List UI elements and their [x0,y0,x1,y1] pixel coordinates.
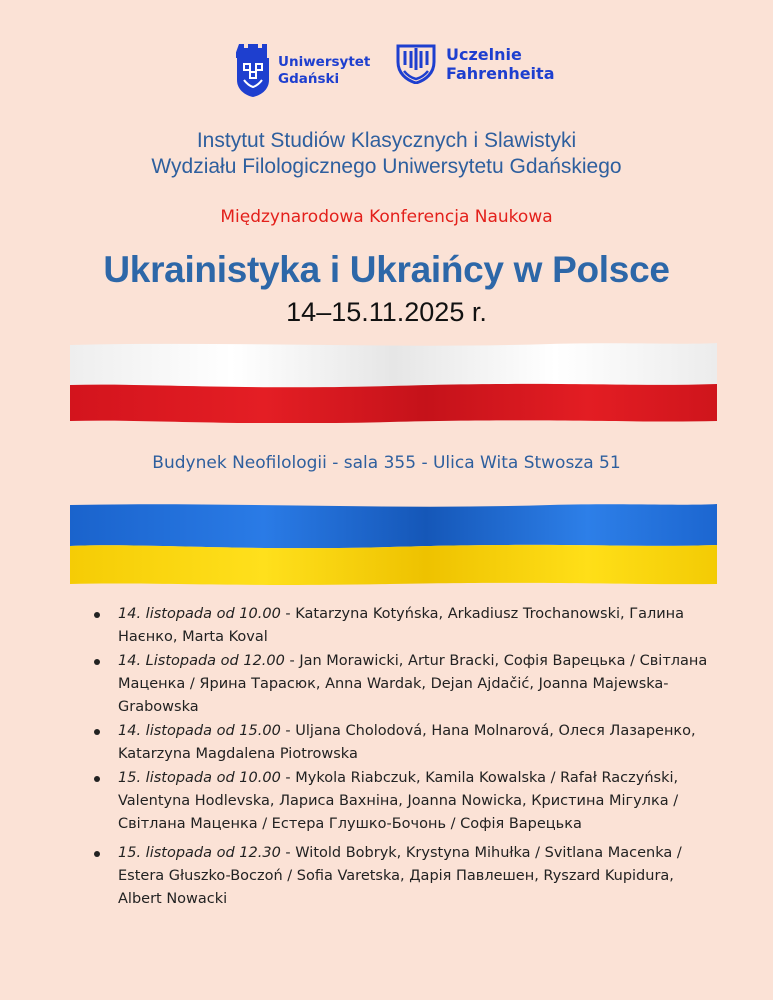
bullet-icon [94,659,100,665]
university-crest-icon [236,40,270,102]
fahrenheit-universities-icon [396,40,436,88]
session-time: 15. listopada od 10.00 [118,770,281,786]
schedule-list [0,603,773,912]
session-time: 14. listopada od 10.00 [118,606,281,622]
schedule-item [0,720,773,766]
uf-logo-line2: Fahrenheita [446,64,555,83]
polish-flag [70,341,717,423]
institute-line1: Instytut Studiów Klasycznych i Slawistyki [196,129,577,152]
session-time: 15. listopada od 12.30 [118,845,281,861]
ug-logo [236,40,370,102]
bullet-icon [94,851,100,857]
ug-logo-text [278,54,370,88]
venue-info: Budynek Neofilologii - sala 355 - Ulica Wita Stwosza 51 [152,453,621,473]
logos-row [0,38,773,102]
uf-logo-line1: Uczelnie [446,45,522,64]
institute-heading [0,128,773,180]
session-speakers: - Katarzyna Kotyńska, Arkadiusz Trochanowski, Галина Наєнко, Marta Koval [118,606,685,645]
schedule-item [0,603,773,649]
session-time: 14. listopada od 15.00 [118,723,281,739]
session-speakers: - Mykola Riabczuk, Kamila Kowalska / Rafał Raczyński, Valentyna Hodlevska, Лариса Вахніна, Joanna Nowicka, Кристина Мігулка / Світлана Маценка / Естера Глушко-Бочонь / Софія Варецька [118,770,679,832]
schedule-item [0,650,773,719]
bullet-icon [94,776,100,782]
ukrainian-flag [70,503,717,585]
bullet-icon [94,612,100,618]
schedule-item [0,842,773,911]
uf-logo [396,40,554,88]
schedule-item [0,767,773,836]
ug-logo-line1: Uniwersytet [278,54,371,70]
conference-type: Międzynarodowa Konferencja Naukowa [220,207,553,227]
session-speakers: - Jan Morawicki, Artur Bracki, Софія Варецька / Світлана Маценка / Ярина Тарасюк, Anna Wardak, Dejan Ajdačić, Joanna Majewska-Grabowska [118,653,708,715]
session-time: 14. Listopada od 12.00 [118,653,285,669]
uf-logo-text [446,45,554,83]
session-speakers: - Uljana Cholodová, Hana Molnarová, Олеся Лазаренко, Katarzyna Magdalena Piotrowska [118,723,696,762]
conference-date: 14–15.11.2025 r. [286,297,487,327]
ug-logo-line2: Gdański [278,71,340,87]
conference-title: Ukrainistyka i Ukraińcy w Polsce [103,249,670,290]
institute-line2: Wydziału Filologicznego Uniwersytetu Gdańskiego [151,155,622,178]
bullet-icon [94,729,100,735]
session-speakers: - Witold Bobryk, Krystyna Mihułka / Svitlana Macenka / Estera Głuszko-Boczoń / Sofia Varetska, Дарія Павлешен, Ryszard Kupidura, Albert Nowacki [118,845,682,907]
